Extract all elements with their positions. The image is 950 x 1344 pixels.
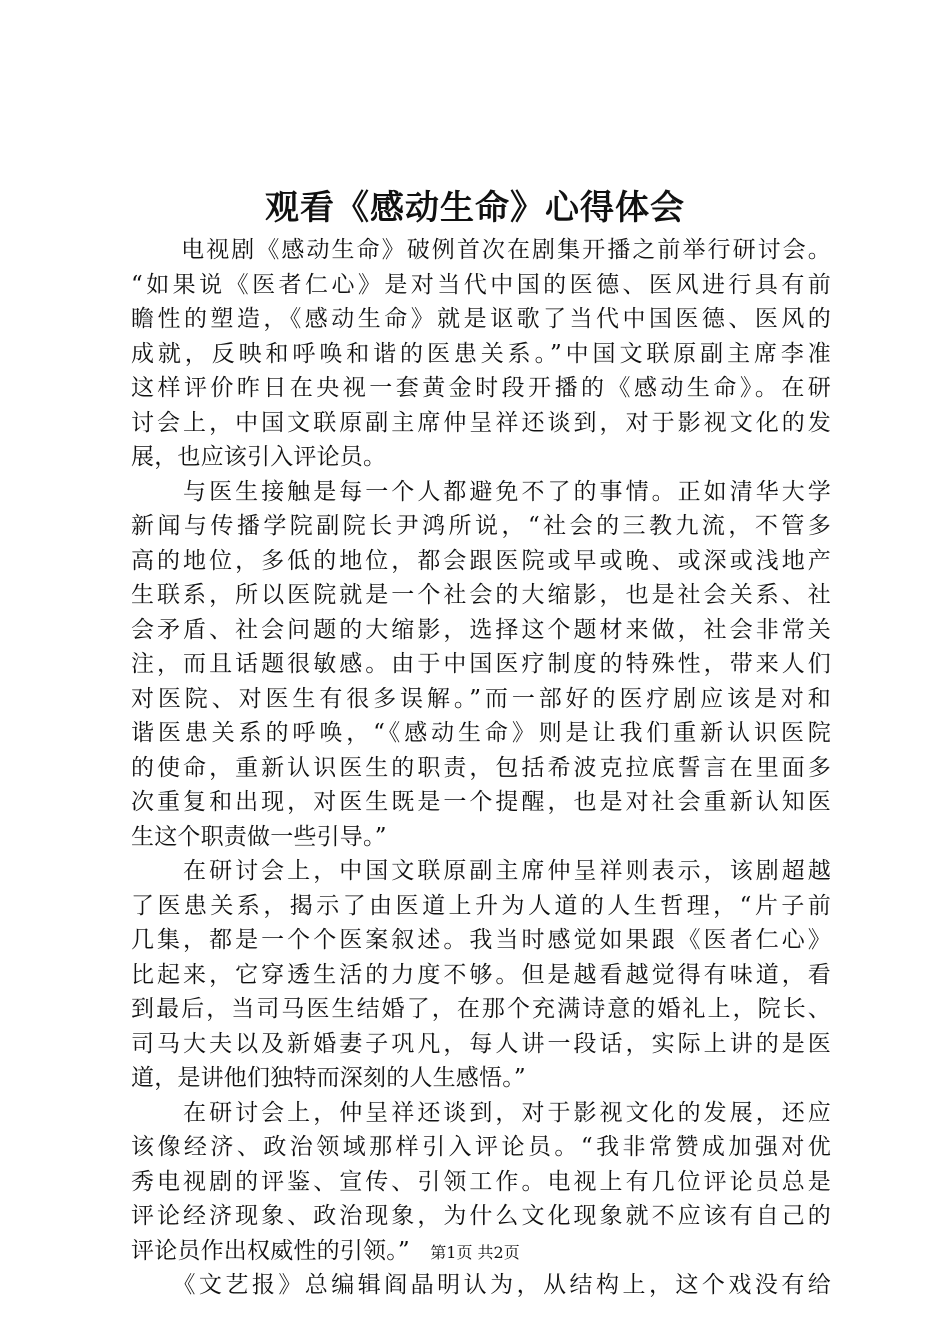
text-line: 司马大夫以及新婚妻子巩凡，每人讲一段话，实际上讲的是医 [131,1030,831,1057]
text-line: 在研讨会上，中国文联原副主席仲呈祥则表示，该剧超越 [131,858,831,884]
text-line: 瞻性的塑造，《感动生命》就是讴歌了当代中国医德、医风的 [131,306,831,332]
text-line: 谐医患关系的呼唤，“《感动生命》则是让我们重新认识医院 [131,720,831,746]
text-line: 到最后，当司马医生结婚了，在那个充满诗意的婚礼上，院长、 [131,996,831,1022]
text-line: 生这个职责做一些引导。” [131,823,387,850]
text-line: 比起来，它穿透生活的力度不够。但是越看越觉得有味道，看 [131,961,831,988]
text-line: 了医患关系，揭示了由医道上升为人道的人生哲理，“片子前 [131,892,831,919]
page-footer: 第1页 共2页 [430,1243,520,1262]
text-line: 对医院、对医生有很多误解。”而一部好的医疗剧应该是对和 [131,685,831,712]
text-line: 在研讨会上，仲呈祥还谈到，对于影视文化的发展，还应 [131,1099,831,1126]
text-line: 该像经济、政治领域那样引入评论员。“我非常赞成加强对优 [131,1134,831,1160]
text-line: 《文艺报》总编辑阎晶明认为，从结构上，这个戏没有给 [131,1272,831,1298]
text-line: 与医生接触是每一个人都避免不了的事情。正如清华大学 [131,478,831,505]
text-line: “如果说《医者仁心》是对当代中国的医德、医风进行具有前 [131,271,831,298]
text-line: 高的地位，多低的地位，都会跟医院或早或晚、或深或浅地产 [131,547,831,574]
text-line: 生联系，所以医院就是一个社会的大缩影，也是社会关系、社 [131,582,831,608]
text-line: 道，是讲他们独特而深刻的人生感悟。” [131,1065,526,1091]
text-line: 的使命，重新认识医生的职责，包括希波克拉底誓言在里面多 [131,754,831,781]
text-line: 几集，都是一个个医案叙述。我当时感觉如果跟《医者仁心》 [131,927,831,953]
document-title: 观看《感动生命》心得体会 [265,188,685,228]
text-line: 秀电视剧的评鉴、宣传、引领工作。电视上有几位评论员总是 [131,1168,831,1195]
text-line: 注，而且话题很敏感。由于中国医疗制度的特殊性，带来人们 [131,651,831,677]
document-body [131,233,831,1303]
text-line: 评论员作出权威性的引领。” [131,1237,410,1264]
text-line: 成就，反映和呼唤和谐的医患关系。”中国文联原副主席李准 [131,340,831,367]
text-line: 讨会上，中国文联原副主席仲呈祥还谈到，对于影视文化的发 [131,409,831,436]
text-line: 这样评价昨日在央视一套黄金时段开播的《感动生命》。在研 [131,375,831,401]
text-line: 电视剧《感动生命》破例首次在剧集开播之前举行研讨会。 [131,237,831,263]
text-line: 新闻与传播学院副院长尹鸿所说，“社会的三教九流，不管多 [131,513,831,539]
text-line: 展，也应该引入评论员。 [131,444,387,470]
text-line: 会矛盾、社会问题的大缩影，选择这个题材来做，社会非常关 [131,616,831,643]
text-line: 次重复和出现，对医生既是一个提醒，也是对社会重新认知医 [131,789,831,815]
text-line: 评论经济现象、政治现象，为什么文化现象就不应该有自己的 [131,1203,831,1229]
